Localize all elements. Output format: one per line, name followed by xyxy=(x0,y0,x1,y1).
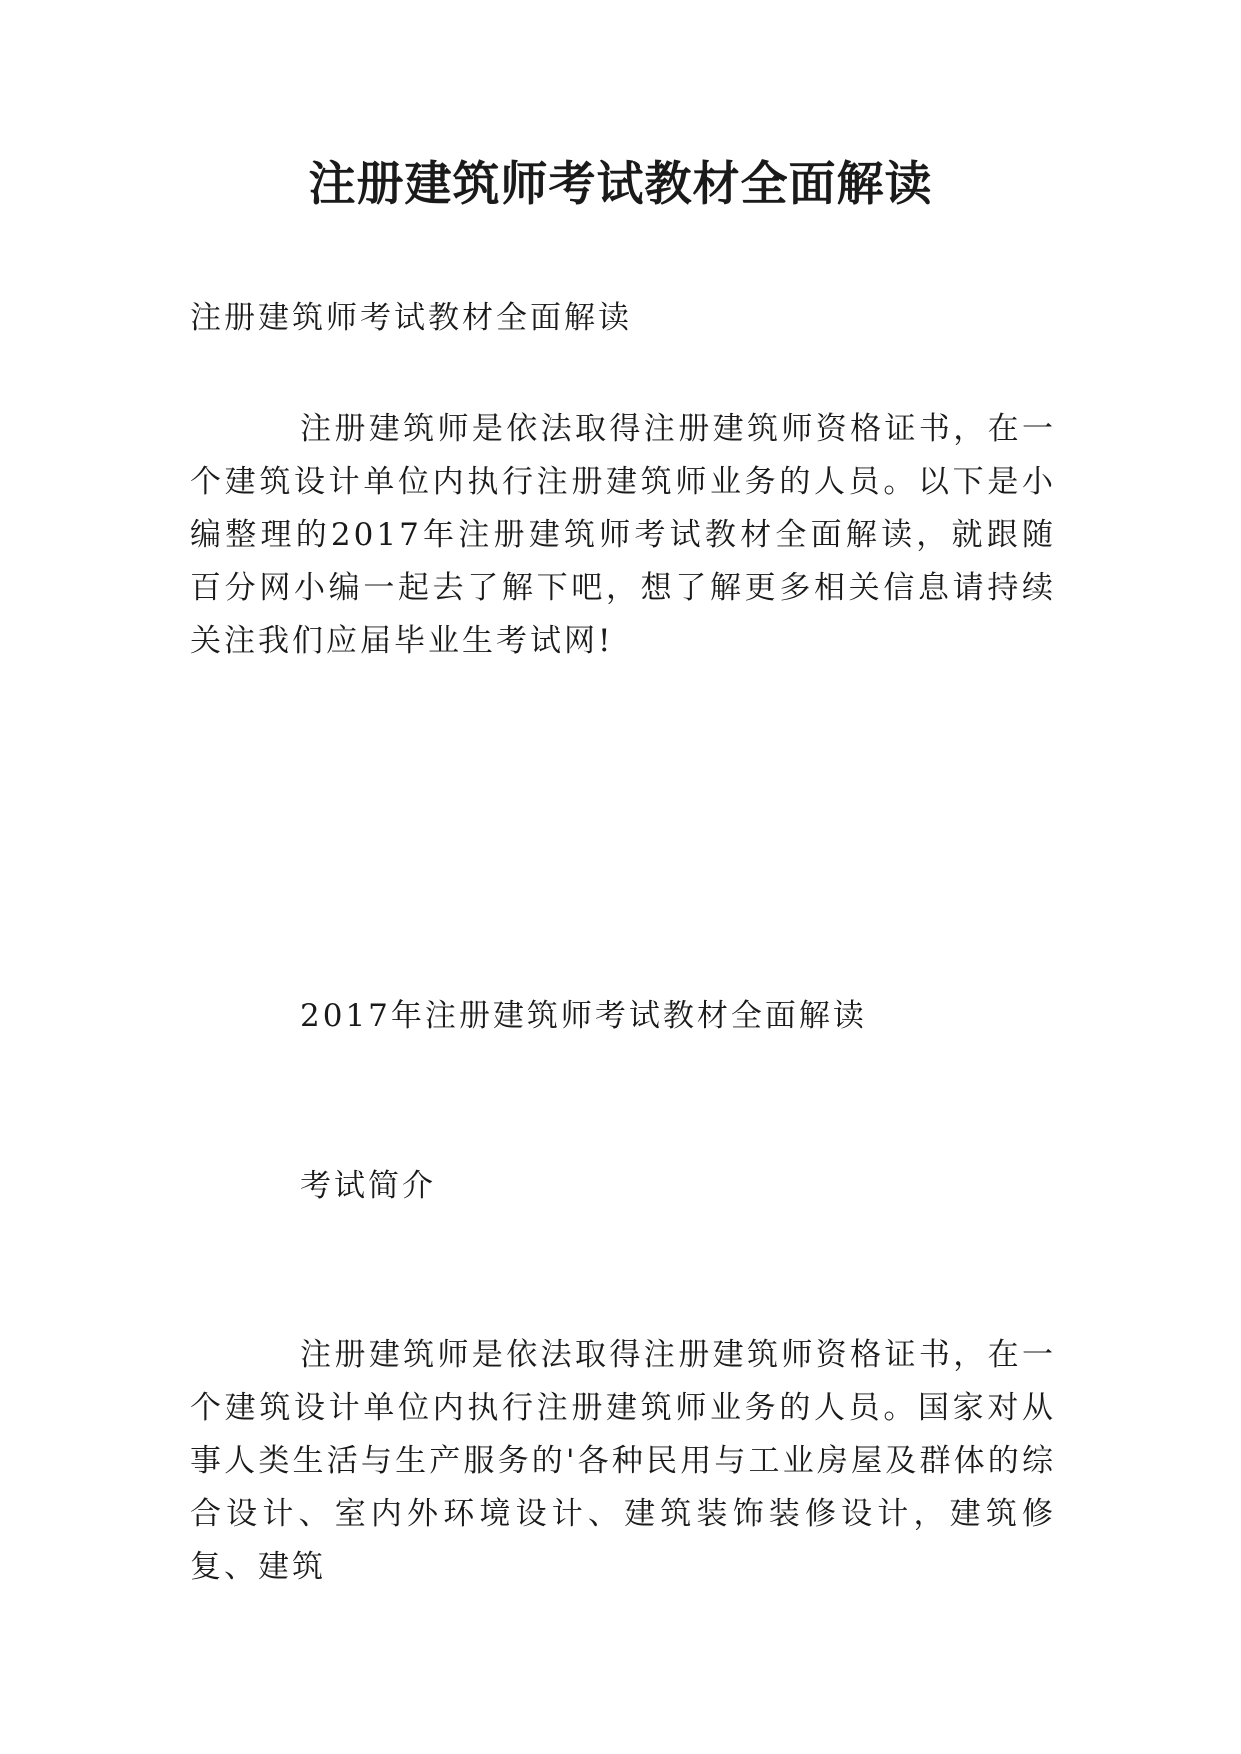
body-paragraph: 注册建筑师是依法取得注册建筑师资格证书，在一个建筑设计单位内执行注册建筑师业务的人员。国家对从事人类生活与生产服务的'各种民用与工业房屋及群体的综合设计、室内外环境设计、建筑装饰装修设计，建筑修复、建筑 xyxy=(190,1337,1056,1585)
document-subtitle: 注册建筑师考试教材全面解读 xyxy=(190,300,632,336)
document-title: 注册建筑师考试教材全面解读 xyxy=(308,157,933,212)
intro-paragraph: 注册建筑师是依法取得注册建筑师资格证书，在一个建筑设计单位内执行注册建筑师业务的人员。以下是小编整理的2017年注册建筑师考试教材全面解读，就跟随百分网小编一起去了解下吧，想了解更多相关信息请持续关注我们应届毕业生考试网! xyxy=(190,411,1056,659)
section-subheading: 考试简介 xyxy=(300,1168,436,1204)
section-heading: 2017年注册建筑师考试教材全面解读 xyxy=(300,998,867,1034)
